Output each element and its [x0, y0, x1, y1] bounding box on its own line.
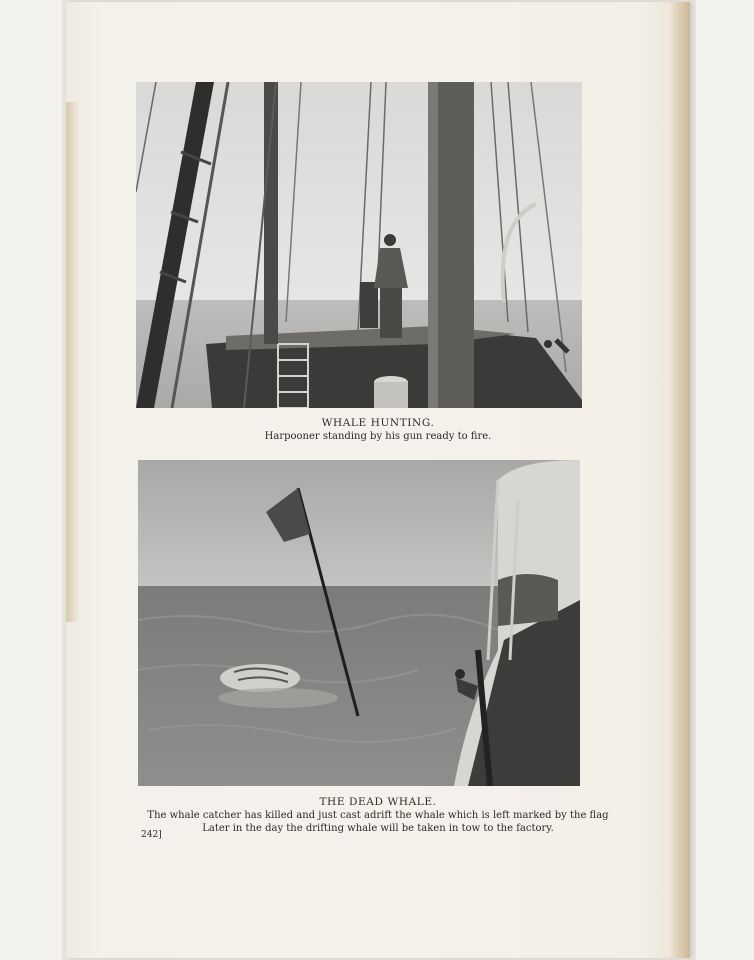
- whale-hunting-photo: [136, 82, 582, 408]
- page-left-stain: [66, 102, 80, 622]
- page-number: 242]: [141, 830, 162, 840]
- figure-2-caption-line-2: Later in the day the drifting whale will be taken in tow to the factory.: [202, 823, 554, 834]
- figure-2-caption-line-1: The whale catcher has killed and just cast adrift the whale which is left marked by the flag: [147, 810, 609, 821]
- figure-1-caption: Harpooner standing by his gun ready to fire.: [264, 431, 492, 442]
- dead-whale-photo: [138, 460, 580, 786]
- figure-2-title: THE DEAD WHALE.: [319, 796, 437, 808]
- figure-1-title: WHALE HUNTING.: [321, 417, 435, 429]
